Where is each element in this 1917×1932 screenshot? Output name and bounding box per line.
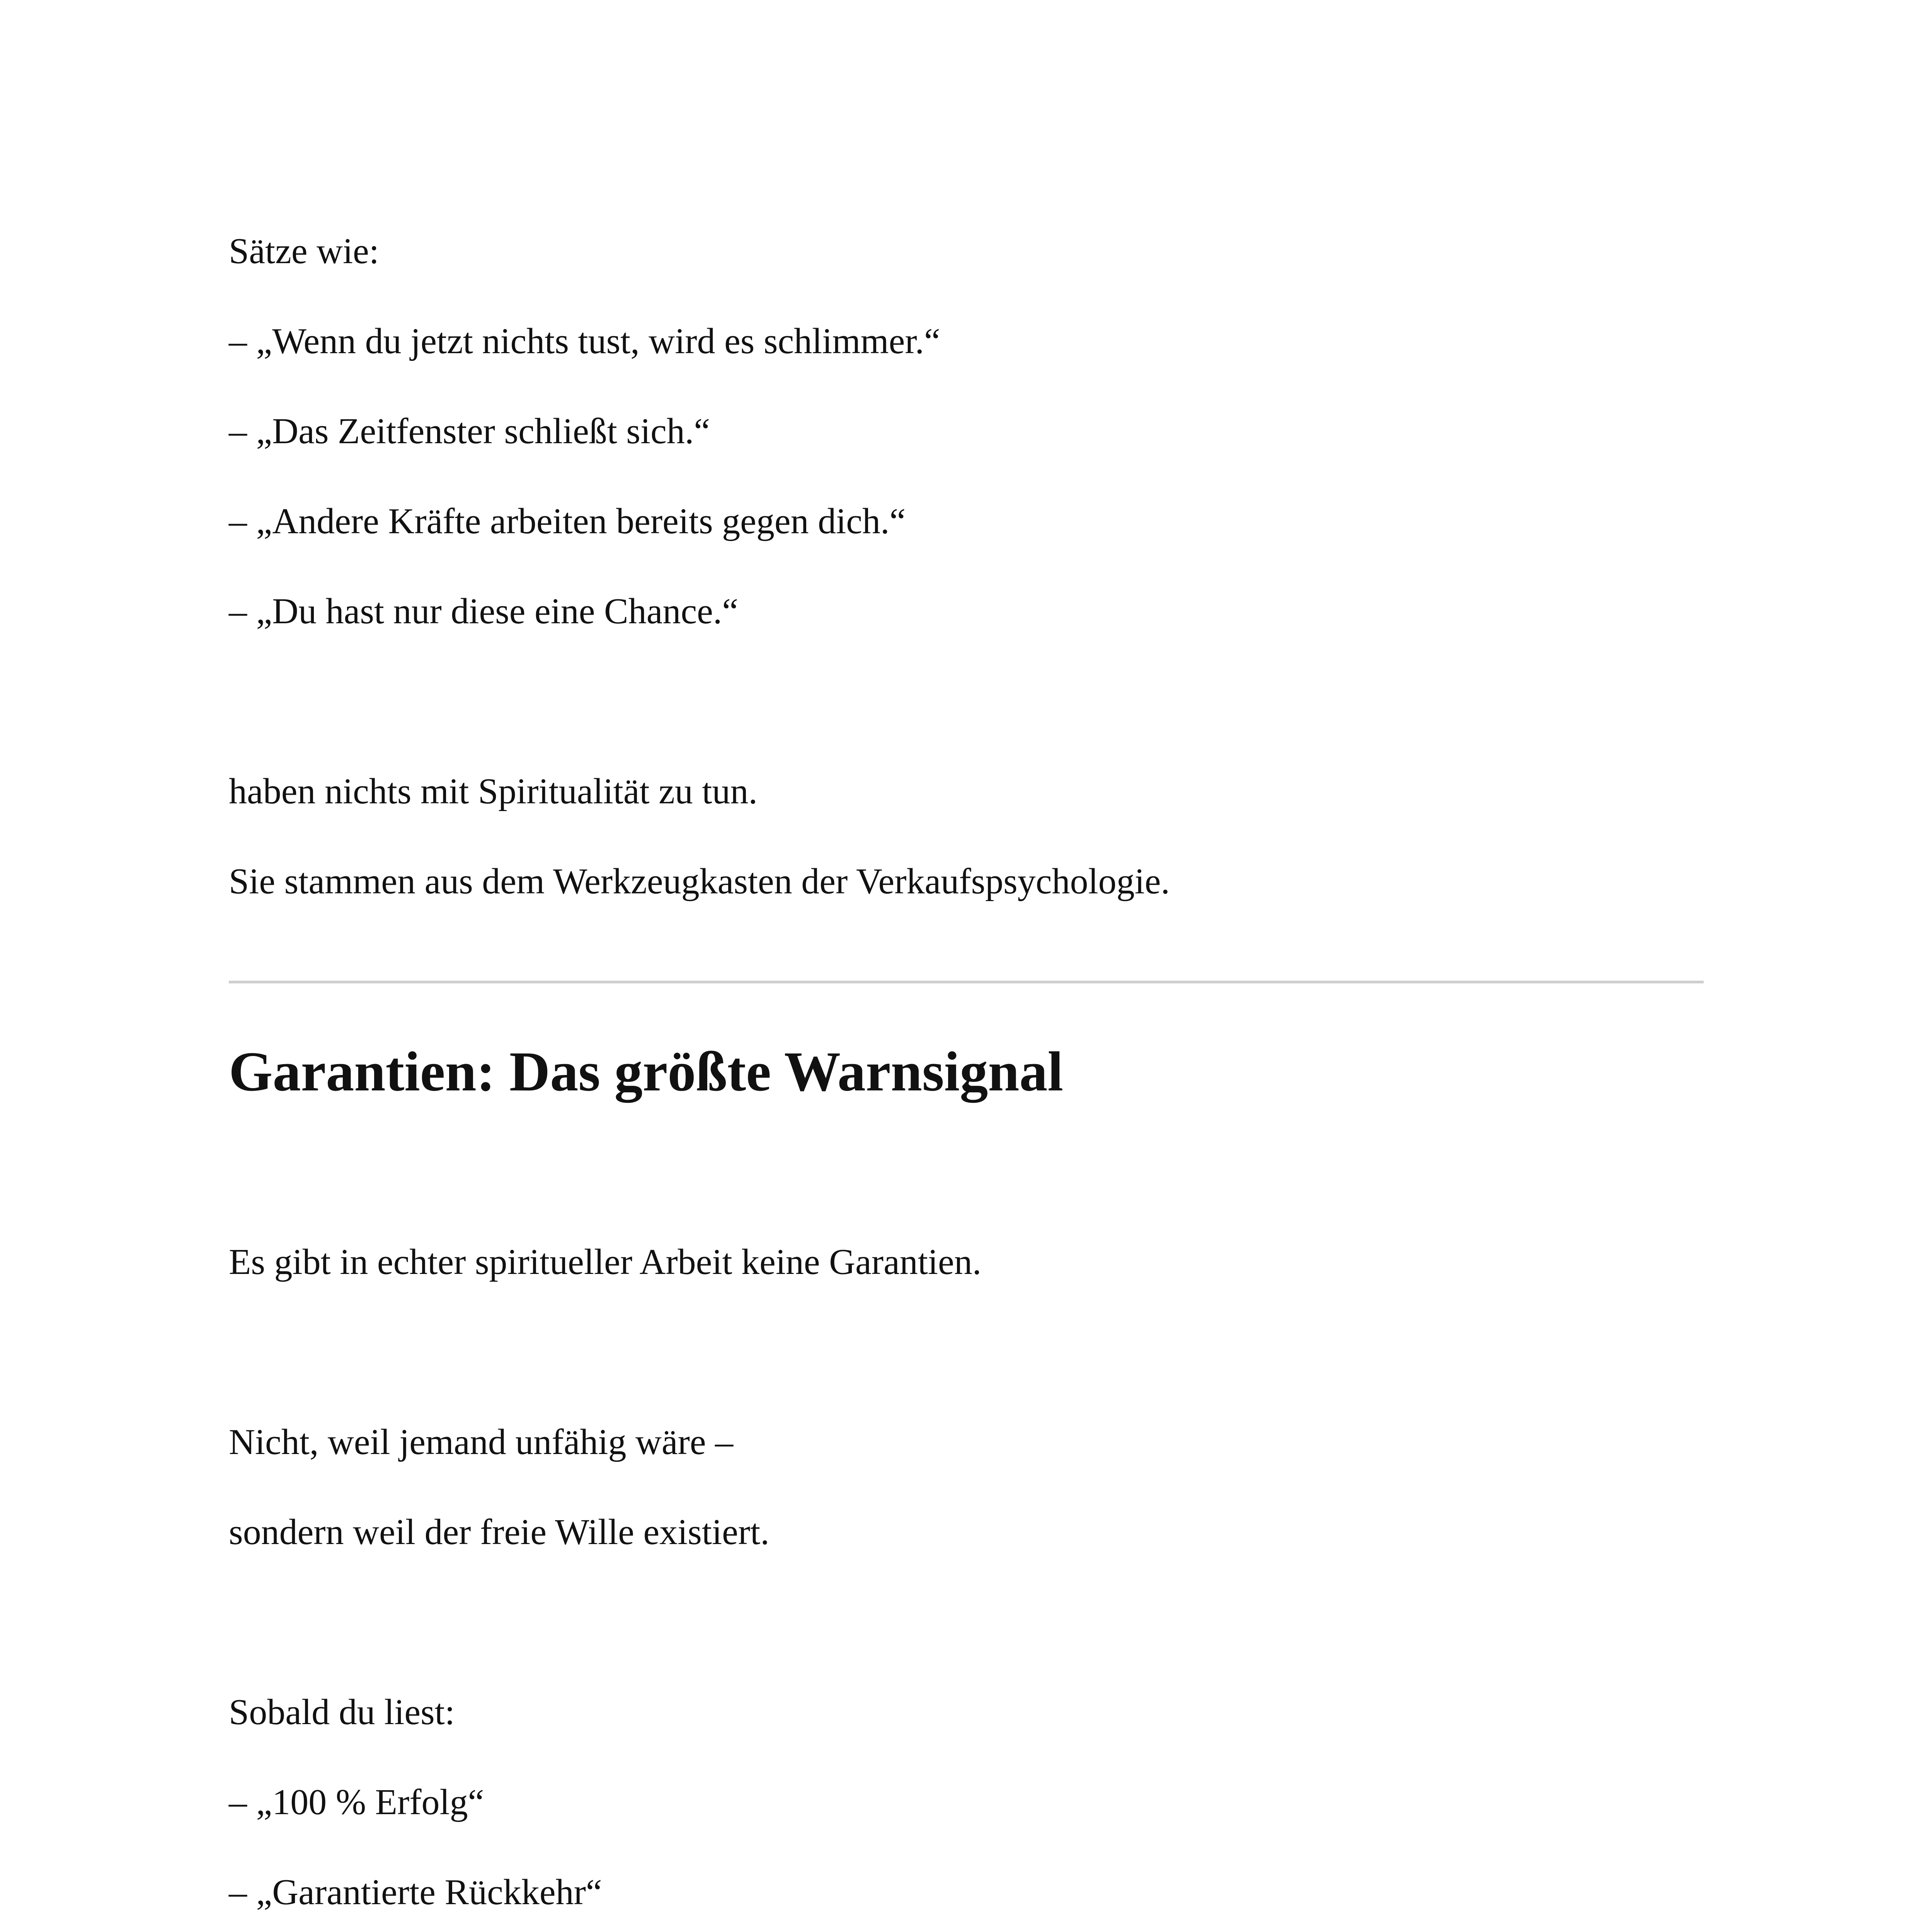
section1-quote-4: – „Du hast nur diese eine Chance.“ bbox=[229, 591, 739, 631]
section2-paragraph-2-line-1: Nicht, weil jemand unfähig wäre – bbox=[229, 1422, 734, 1462]
section1-quote-1: – „Wenn du jetzt nichts tust, wird es schlimmer.“ bbox=[229, 321, 940, 361]
section1-intro: Sätze wie: bbox=[229, 231, 379, 271]
section1-quote-3: – „Andere Kräfte arbeiten bereits gegen dich.“ bbox=[229, 501, 906, 541]
section1-conclusion-1: haben nichts mit Spiritualität zu tun. bbox=[229, 771, 758, 811]
horizontal-divider bbox=[229, 981, 1704, 983]
section-heading: Garantien: Das größte Warnsignal bbox=[229, 1040, 1063, 1103]
section2-intro: Sobald du liest: bbox=[229, 1692, 455, 1732]
section1-conclusion-2: Sie stammen aus dem Werkzeugkasten der Verkaufspsychologie. bbox=[229, 861, 1170, 901]
section2-quote-1: – „100 % Erfolg“ bbox=[229, 1782, 484, 1822]
section2-quote-2: – „Garantierte Rückkehr“ bbox=[229, 1872, 602, 1912]
section1-quote-2: – „Das Zeitfenster schließt sich.“ bbox=[229, 411, 710, 451]
section2-paragraph-2-line-2: sondern weil der freie Wille existiert. bbox=[229, 1512, 770, 1552]
section2-paragraph-1: Es gibt in echter spiritueller Arbeit keine Garantien. bbox=[229, 1242, 982, 1282]
